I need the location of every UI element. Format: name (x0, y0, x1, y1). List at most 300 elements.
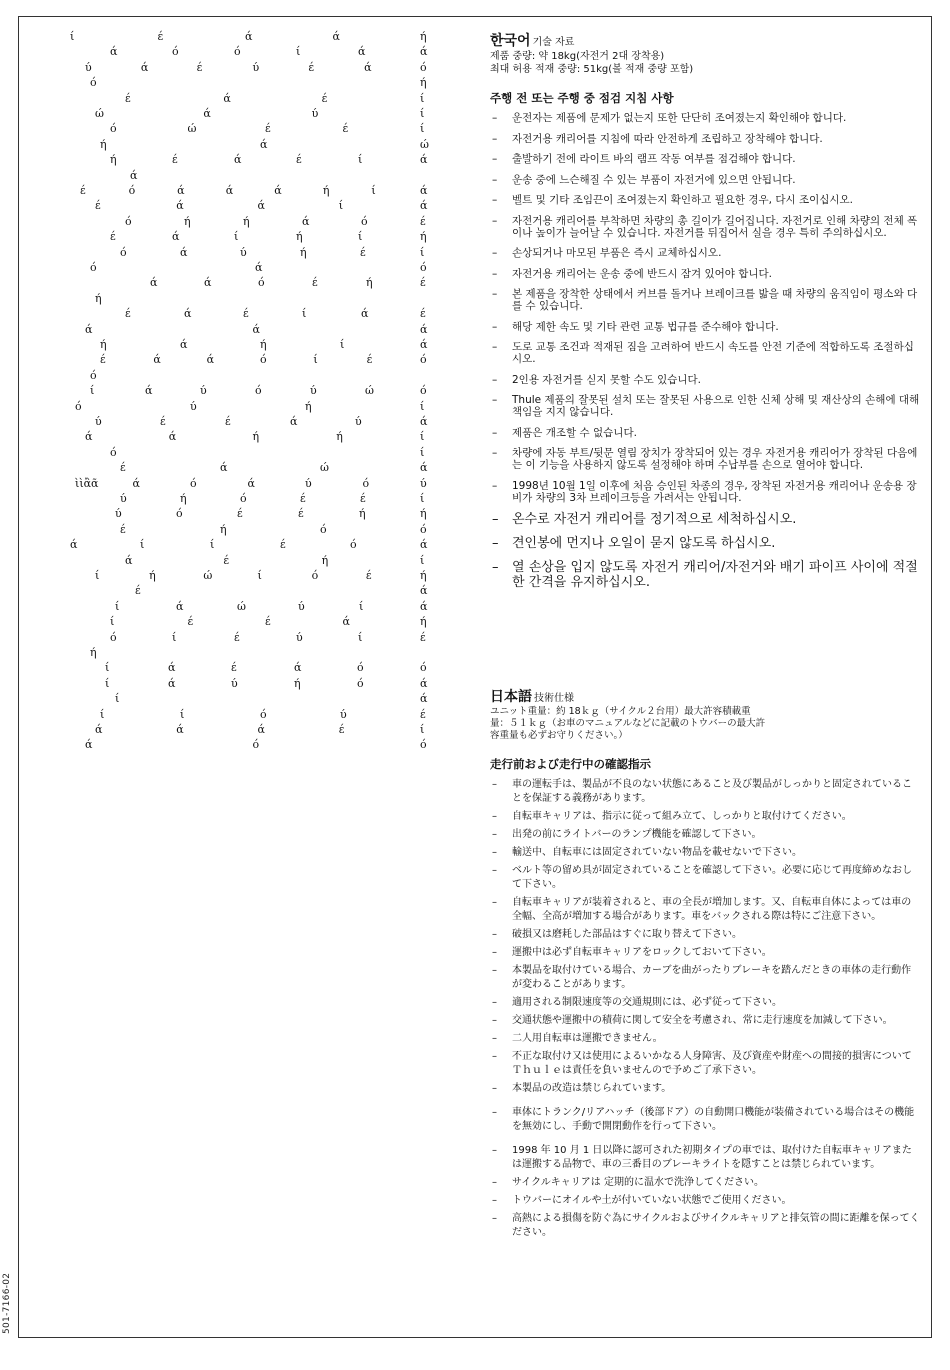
greek-glyph: έ (125, 307, 131, 321)
greek-remnant-row (60, 384, 480, 397)
greek-glyph: ό (234, 45, 241, 59)
korean-instruction-text: 도로 교통 조건과 적재된 짐을 고려하여 반드시 속도를 안전 기준에 적합하도록 조절하십시오. (512, 341, 914, 365)
greek-remnant-row (60, 338, 480, 351)
korean-instruction-text: 온수로 자전거 캐리어를 정기적으로 세척하십시오. (512, 512, 797, 527)
korean-instruction-text: Thule 제품의 잘못된 설치 또는 잘못된 사용으로 인한 신체 상해 및 재산상의 손해에 대해 책임을 지지 않습니다. (512, 394, 920, 418)
japanese-spec-line: 容重量も必ずお守りください。） (490, 730, 628, 741)
greek-glyph: ύ (200, 384, 207, 398)
greek-glyph: ά (125, 553, 133, 567)
greek-glyph: ή (420, 615, 427, 629)
greek-remnant-row (60, 523, 480, 536)
japanese-title: 日本語 (490, 689, 532, 705)
japanese-instruction-item (490, 1014, 920, 1028)
greek-glyph: ά (234, 153, 242, 167)
greek-glyph: έ (420, 630, 426, 644)
greek-glyph: ή (100, 338, 107, 351)
greek-glyph: ά (420, 45, 428, 59)
greek-remnant-row (60, 76, 480, 89)
korean-instruction-text: 운전자는 제품에 문제가 없는지 또한 단단히 조여졌는지 확인해야 합니다. (512, 112, 847, 124)
greek-glyph: ή (321, 553, 329, 567)
greek-glyph: έ (80, 184, 86, 197)
greek-glyph: ό (128, 184, 136, 197)
korean-instruction-text: 손상되거나 마모된 부품은 즉시 교체하십시오. (512, 247, 722, 259)
greek-glyph: έ (100, 353, 106, 367)
greek-glyph: ί (95, 569, 100, 582)
greek-glyph: ί (110, 615, 115, 629)
korean-instruction-item (490, 374, 920, 386)
greek-glyph: ό (258, 276, 265, 290)
dash-bullet: – (492, 1083, 497, 1094)
dash-bullet: – (492, 829, 497, 840)
korean-instruction-text: 열 손상을 입지 않도록 자전거 캐리어/자전거와 배기 파이프 사이에 적절한 간격을 유지하십시오. (512, 560, 918, 590)
japanese-section (490, 686, 920, 1244)
greek-remnant-row (60, 138, 480, 151)
japanese-spec-line: ユニット重量：約 18ｋｇ（サイクル２台用）最大許容積載重 (490, 706, 751, 717)
greek-glyph: έ (110, 230, 116, 244)
greek-glyph: ί (358, 230, 363, 244)
greek-glyph: ό (311, 569, 319, 582)
japanese-instruction-item (490, 1106, 920, 1134)
greek-glyph: ὶὶἂᾶ (75, 476, 99, 490)
greek-glyph: ί (90, 384, 95, 398)
greek-remnant-row (60, 369, 480, 382)
greek-glyph: ό (420, 60, 427, 74)
greek-glyph: ό (90, 368, 97, 382)
greek-glyph: ά (110, 45, 118, 59)
greek-glyph: ά (420, 322, 428, 336)
korean-instruction-text: 자전거용 캐리어를 부착하면 차량의 총 길이가 길어집니다. 자전거로 인해 차량의 전체 폭이나 높이가 늘어날 수 있습니다. 자전거를 뒤집어서 실을 경우 특히 주의하십시오. (512, 214, 918, 239)
greek-glyph: ί (296, 45, 301, 59)
korean-instruction-item (490, 341, 920, 365)
dash-bullet: – (492, 447, 498, 459)
dash-bullet: – (492, 897, 497, 908)
japanese-instruction-item (490, 1212, 920, 1240)
korean-instruction-item (490, 133, 920, 145)
greek-glyph: ώ (187, 122, 197, 136)
greek-glyph: ί (105, 661, 110, 675)
greek-glyph: ή (149, 569, 156, 582)
greek-glyph: ό (176, 507, 183, 521)
greek-glyph: ά (260, 137, 268, 151)
japanese-instruction-text: ベルト等の留め具が固定されていることを確認して下さい。必要に応じて再度締めなおして下さい。 (512, 865, 912, 890)
japanese-instruction-text: 本製品の改造は禁じられています。 (512, 1083, 672, 1094)
greek-glyph: έ (95, 199, 101, 213)
greek-glyph: ύ (298, 599, 305, 613)
dash-bullet: – (492, 1177, 497, 1188)
greek-glyph: ή (260, 338, 267, 351)
greek-glyph: ά (420, 461, 428, 475)
korean-instruction-text: 자전거용 캐리어를 지침에 따라 안전하게 조립하고 장착해야 합니다. (512, 132, 823, 145)
dash-bullet: – (492, 965, 497, 976)
japanese-instruction-item (490, 928, 920, 942)
japanese-instruction-text: 1998 年 10 月 1 日以降に認可された初期タイプの車では、取付けた自転車キャリアまたは運搬する品物で、車の三番目のブレーキライトを隠すことは禁じられています。 (512, 1145, 912, 1170)
greek-glyph: ά (180, 245, 188, 259)
greek-glyph: έ (338, 723, 345, 736)
dash-bullet: – (492, 512, 499, 527)
japanese-instruction-item (490, 964, 920, 992)
greek-remnant-row (60, 584, 480, 597)
greek-remnant-row (60, 692, 480, 705)
japanese-section-title: 走行前および走行中の確認指示 (490, 757, 651, 771)
dash-bullet: – (492, 947, 497, 958)
greek-glyph: έ (365, 569, 372, 582)
greek-glyph: έ (237, 507, 243, 521)
greek-glyph: ή (420, 230, 427, 244)
greek-glyph: ό (260, 353, 267, 367)
japanese-instruction-item (490, 896, 920, 924)
greek-glyph: ά (420, 599, 428, 613)
greek-glyph: ή (95, 291, 102, 305)
dash-bullet: – (492, 779, 497, 790)
greek-glyph: ύ (120, 492, 127, 505)
greek-glyph: ί (180, 707, 185, 721)
dash-bullet: – (492, 173, 498, 186)
korean-instruction-item (490, 427, 920, 439)
greek-glyph: ά (342, 615, 350, 629)
japanese-instruction-text: 輸送中、自転車には固定されていない物品を載せないで下さい。 (512, 847, 802, 858)
greek-remnant-row (60, 230, 480, 243)
greek-glyph: ά (85, 738, 93, 752)
greek-glyph: ώ (95, 107, 104, 120)
greek-remnant-row (60, 276, 480, 289)
japanese-instruction-item (490, 1194, 920, 1208)
dash-bullet: – (492, 1145, 497, 1156)
greek-remnant-row (60, 507, 480, 520)
greek-glyph: ό (320, 522, 327, 536)
greek-remnant-row (60, 261, 480, 274)
greek-glyph: ό (357, 676, 364, 690)
korean-instruction-text: 자전거용 캐리어는 운송 중에 반드시 잠겨 있어야 합니다. (512, 267, 772, 280)
korean-title: 한국어 (490, 33, 531, 49)
japanese-instruction-item (490, 864, 920, 892)
greek-glyph: ώ (365, 384, 374, 398)
greek-glyph: ό (357, 661, 364, 675)
greek-remnant-row (60, 45, 480, 58)
japanese-instruction-text: サイクルキャリアは 定期的に温水で洗浄してください。 (512, 1177, 764, 1188)
greek-glyph: ί (234, 230, 239, 244)
japanese-instruction-item (490, 846, 920, 860)
korean-instruction-text: 벨트 및 기타 조임끈이 조여졌는지 확인하고 필요한 경우, 다시 조이십시오. (512, 194, 854, 206)
japanese-instruction-item (490, 778, 920, 806)
greek-glyph: ί (420, 107, 425, 120)
greek-glyph: έ (420, 707, 426, 721)
japanese-instruction-text: 本製品を取付けている場合、カーブを曲がったりブレーキを踏んだときの車体の走行動作が変わることがあります。 (512, 965, 912, 990)
japanese-instruction-text: 運搬中は必ず自転車キャリアをロックしておいて下さい。 (512, 947, 772, 958)
greek-remnant-row (60, 30, 480, 43)
greek-glyph: ό (362, 476, 370, 490)
greek-glyph: ά (302, 214, 310, 228)
greek-glyph: ύ (231, 676, 238, 690)
greek-remnant-row (60, 738, 480, 751)
greek-glyph: ί (420, 91, 425, 105)
greek-glyph: ά (420, 184, 428, 197)
greek-glyph: ά (172, 230, 180, 244)
greek-glyph: έ (300, 492, 306, 505)
greek-glyph: ά (257, 723, 265, 736)
greek-remnant-row (60, 461, 480, 474)
greek-glyph: ά (140, 60, 149, 74)
korean-instruction-text: 출발하기 전에 라이트 바의 램프 작동 여부를 점검해야 합니다. (512, 153, 796, 165)
greek-glyph: ά (364, 60, 372, 74)
greek-glyph: ί (302, 307, 307, 321)
greek-glyph: έ (157, 30, 164, 43)
greek-glyph: έ (280, 538, 286, 552)
dash-bullet: – (492, 929, 497, 940)
greek-glyph: ά (220, 461, 228, 475)
greek-glyph: έ (265, 615, 271, 629)
japanese-instruction-item (490, 828, 920, 842)
japanese-instruction-text: 車の運転手は、製品が不良のない状態にあること及び製品がしっかりと固定されていることを保証する義務があります。 (512, 779, 912, 804)
greek-glyph: ά (420, 538, 428, 552)
dash-bullet: – (492, 811, 497, 822)
greek-glyph: ό (110, 445, 117, 459)
greek-glyph: ά (420, 338, 428, 351)
greek-glyph: ί (420, 553, 425, 567)
greek-remnant-row (60, 323, 480, 336)
greek-glyph: ί (210, 538, 215, 552)
greek-glyph: ά (332, 30, 340, 43)
greek-glyph: ώ (320, 461, 329, 475)
korean-instruction-item (490, 560, 920, 590)
korean-instruction-text: 해당 제한 속도 및 기타 관련 교통 법규를 준수해야 합니다. (512, 320, 779, 333)
greek-glyph: ό (255, 384, 262, 398)
greek-glyph: ά (132, 476, 140, 490)
greek-remnant-row (60, 492, 480, 505)
greek-glyph: ά (361, 307, 369, 321)
greek-glyph: έ (135, 584, 141, 598)
greek-glyph: ί (115, 692, 120, 706)
korean-instruction-text: 견인봉에 먼지나 오일이 묻지 않도록 하십시오. (512, 536, 776, 551)
greek-glyph: ή (359, 507, 366, 521)
greek-glyph: ό (420, 738, 427, 752)
korean-instruction-list (490, 112, 920, 590)
korean-instruction-text: 본 제품을 장착한 상태에서 커브를 돌거나 브레이크를 밟을 때 차량의 움직임이 평소와 다를 수 있습니다. (512, 288, 918, 312)
greek-glyph: ί (140, 538, 145, 552)
greek-remnant-row (60, 430, 480, 443)
dash-bullet: – (492, 194, 498, 206)
greek-glyph: έ (420, 307, 426, 321)
dash-bullet: – (492, 247, 498, 259)
greek-glyph: ά (168, 430, 177, 444)
greek-glyph: ί (70, 30, 75, 43)
korean-instruction-item (490, 112, 920, 124)
greek-glyph: ά (130, 168, 138, 182)
greek-glyph: ά (420, 692, 428, 706)
greek-remnant-row (60, 600, 480, 613)
greek-remnant-row (60, 615, 480, 628)
greek-glyph: ί (359, 599, 364, 613)
japanese-spec-line: 量：５１ｋｇ（お車のマニュアルなどに記載のトウバーの最大許 (490, 718, 766, 729)
greek-glyph: ί (358, 630, 363, 644)
greek-glyph: ί (340, 338, 345, 351)
japanese-subtitle: 技術仕様 (534, 693, 574, 704)
korean-section (490, 30, 920, 599)
greek-glyph: έ (420, 214, 426, 228)
japanese-instruction-text: 適用される制限速度等の交通規則には、必ず従って下さい。 (512, 997, 782, 1008)
greek-glyph: ό (420, 384, 427, 398)
greek-glyph: ά (420, 153, 428, 167)
greek-glyph: ό (240, 492, 247, 505)
greek-remnant-row (60, 569, 480, 582)
korean-instruction-item (490, 268, 920, 280)
greek-glyph: ή (366, 276, 373, 290)
japanese-instruction-item (490, 996, 920, 1010)
greek-glyph: ό (420, 353, 427, 367)
korean-instruction-text: 차량에 자동 부트/뒷문 열림 장치가 장착되어 있는 경우 자전거용 캐리어가 장착된 다음에는 이 기능을 사용하지 않도록 설정해야 하며 수납부를 손으로 열어야 합니다. (512, 447, 918, 471)
greek-glyph: ί (105, 676, 110, 690)
greek-glyph: έ (234, 630, 240, 644)
dash-bullet: – (492, 341, 498, 353)
korean-instruction-item (490, 394, 920, 418)
greek-glyph: ύ (420, 476, 427, 490)
greek-glyph: ό (90, 261, 97, 274)
greek-glyph: έ (265, 122, 271, 136)
japanese-instruction-text: 不正な取付け又は使用によるいかなる人身障害、及び資産や財産への間接的損害についてＴｈｕｌｅは責任を負いませんので予めご了承下さい。 (512, 1051, 912, 1076)
dash-bullet: – (492, 847, 497, 858)
greek-glyph: ή (296, 230, 303, 244)
greek-remnant-row (60, 677, 480, 690)
korean-section-title: 주행 전 또는 주행 중 점검 지침 사항 (490, 91, 674, 105)
korean-instruction-item (490, 512, 920, 527)
greek-text-remnants (60, 30, 480, 760)
korean-spec (490, 50, 920, 76)
greek-glyph: ά (168, 676, 176, 690)
greek-remnant-row (60, 169, 480, 182)
greek-remnant-row (60, 477, 480, 490)
greek-remnant-row (60, 400, 480, 413)
greek-glyph: ή (243, 214, 250, 228)
greek-glyph: έ (298, 507, 304, 521)
greek-glyph: ό (90, 76, 97, 90)
greek-remnant-row (60, 122, 480, 135)
korean-instruction-item (490, 536, 920, 551)
greek-remnant-row (60, 292, 480, 305)
japanese-instruction-item (490, 1032, 920, 1046)
greek-glyph: ά (255, 261, 263, 274)
greek-glyph: ά (420, 199, 428, 213)
greek-remnant-row (60, 631, 480, 644)
greek-glyph: έ (296, 153, 302, 167)
japanese-instruction-list (490, 778, 920, 1240)
greek-glyph: ά (245, 30, 253, 43)
greek-glyph: ά (70, 538, 78, 552)
korean-instruction-item (490, 194, 920, 206)
greek-glyph: ύ (95, 415, 102, 428)
greek-glyph: ό (125, 214, 132, 228)
greek-glyph: ό (75, 399, 82, 413)
dash-bullet: – (492, 320, 498, 333)
dash-bullet: – (492, 1033, 497, 1044)
greek-glyph: ύ (310, 384, 317, 398)
greek-glyph: ό (190, 476, 197, 490)
japanese-instruction-text: 自転車キャリアは、指示に従って組み立て、しっかりと取付けてください。 (512, 811, 852, 822)
greek-glyph: ό (420, 661, 427, 675)
greek-glyph: ά (176, 723, 184, 736)
greek-glyph: ό (252, 738, 260, 752)
greek-glyph: ά (420, 584, 428, 598)
dash-bullet: – (492, 997, 497, 1008)
greek-remnant-row (60, 92, 480, 105)
greek-glyph: ή (184, 214, 191, 228)
greek-glyph: έ (196, 60, 203, 74)
greek-glyph: ό (260, 707, 267, 721)
greek-glyph: ά (420, 676, 428, 690)
dash-bullet: – (492, 394, 498, 406)
greek-glyph: ί (115, 599, 120, 613)
japanese-instruction-item (490, 1176, 920, 1190)
japanese-instruction-item (490, 1144, 920, 1172)
korean-spec-line: 제품 중량: 약 18kg(자전거 2대 장착용) (490, 51, 665, 62)
japanese-instruction-text: トウバーにオイルや土が付いていない状態でご使用ください。 (512, 1195, 792, 1206)
greek-glyph: έ (160, 415, 166, 428)
korean-instruction-item (490, 321, 920, 333)
korean-spec-line: 최대 허용 적재 중량: 51kg(볼 적재 중량 포함) (490, 64, 694, 75)
greek-remnant-row (60, 199, 480, 212)
greek-glyph: έ (360, 492, 366, 505)
greek-glyph: ή (220, 522, 227, 536)
greek-glyph: ά (274, 184, 282, 197)
dash-bullet: – (492, 1107, 497, 1118)
greek-glyph: ά (257, 199, 265, 213)
dash-bullet: – (492, 112, 498, 124)
greek-glyph: ά (85, 430, 93, 444)
dash-bullet: – (492, 373, 498, 386)
greek-glyph: ό (350, 538, 357, 552)
greek-glyph: ά (203, 107, 211, 120)
greek-glyph: ύ (252, 60, 260, 74)
greek-remnant-row (60, 107, 480, 120)
greek-glyph: έ (321, 91, 328, 105)
korean-instruction-item (490, 153, 920, 165)
greek-glyph: ό (420, 522, 427, 536)
dash-bullet: – (492, 536, 499, 551)
greek-glyph: έ (225, 415, 231, 428)
greek-glyph: ί (313, 353, 318, 367)
korean-instruction-item (490, 215, 920, 239)
japanese-instruction-text: 出発の前にライトバーのランプ機能を確認して下さい。 (512, 829, 762, 840)
korean-instruction-text: 1998년 10월 1일 이후에 처음 승인된 차종의 경우, 장착된 자전거용 캐리어나 운송용 장비가 차량의 3차 브레이크등을 가려서는 안됩니다. (512, 479, 917, 504)
greek-glyph: ί (172, 630, 177, 644)
japanese-heading (490, 686, 920, 706)
greek-glyph: ύ (296, 630, 303, 644)
greek-glyph: ύ (305, 476, 312, 490)
greek-glyph: έ (172, 153, 178, 167)
greek-glyph: ά (252, 322, 260, 336)
greek-glyph: ώ (420, 137, 429, 151)
korean-instruction-item (490, 288, 920, 312)
greek-glyph: ά (180, 338, 188, 351)
dash-bullet: – (492, 1051, 497, 1062)
greek-glyph: ί (420, 245, 425, 259)
greek-glyph: ά (95, 723, 103, 736)
japanese-instruction-text: 高熱による損傷を防ぐ為にサイクルおよびサイクルキャリアと排気管の間に距離を保ってください。 (512, 1213, 920, 1238)
document-code: 501-7166-02 (2, 1272, 12, 1334)
dash-bullet: – (492, 865, 497, 876)
japanese-instruction-text: 自転車キャリアが装着されると、車の全長が増加します。又、自転車自体によっては車の全幅、全高が増加する場合があります。車をバックされる際は特にご注意下さい。 (512, 897, 912, 922)
korean-instruction-text: 제품은 개조할 수 없습니다. (512, 426, 637, 439)
greek-glyph: ά (150, 276, 158, 290)
greek-glyph: ά (204, 276, 212, 290)
greek-remnant-row (60, 646, 480, 659)
greek-glyph: ά (176, 599, 184, 613)
korean-instruction-item (490, 247, 920, 259)
greek-glyph: ά (184, 307, 192, 321)
greek-glyph: ύ (190, 399, 197, 413)
greek-glyph: ή (252, 430, 260, 444)
greek-glyph: ά (420, 415, 428, 428)
greek-glyph: έ (312, 276, 318, 290)
greek-glyph: ή (420, 30, 427, 43)
